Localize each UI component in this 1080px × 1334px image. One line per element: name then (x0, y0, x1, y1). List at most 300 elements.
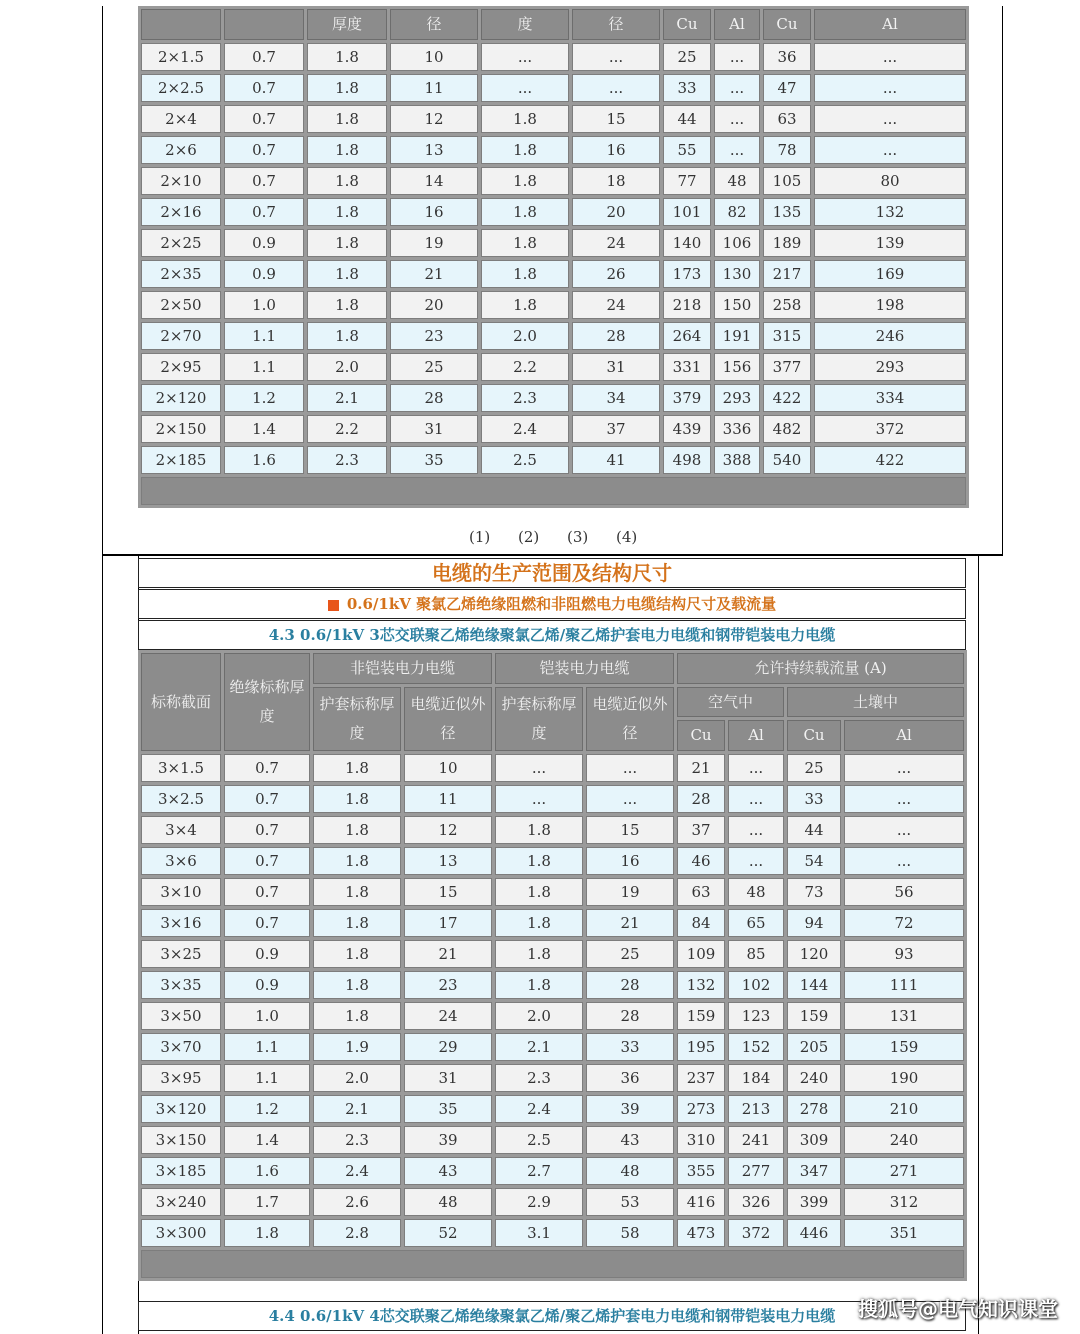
table-row (141, 909, 964, 937)
table-cell: 54 (787, 847, 841, 875)
table-cell: 131 (844, 1002, 964, 1030)
table-cell: 2×50 (141, 291, 221, 319)
table-cell: 28 (572, 322, 660, 350)
table-cell: 1.8 (481, 105, 569, 133)
table-cell: 25 (390, 353, 478, 381)
table-cell: 20 (572, 198, 660, 226)
table-cell: 1.8 (313, 878, 401, 906)
top-table-sheet (138, 6, 966, 508)
table-cell: 35 (404, 1095, 492, 1123)
section-title-box (138, 558, 966, 588)
table-cell: 3×50 (141, 1002, 221, 1030)
table-cell: 25 (586, 940, 674, 968)
table-cell: 35 (390, 446, 478, 474)
table-cell: 102 (728, 971, 784, 999)
table-cell: ... (481, 43, 569, 71)
table-cell: 33 (663, 74, 711, 102)
table-cell: ... (586, 785, 674, 813)
table-cell: 1.8 (495, 909, 583, 937)
table-cell: 195 (677, 1033, 725, 1061)
table-cell: 473 (677, 1219, 725, 1247)
table-cell: 1.8 (307, 74, 387, 102)
table-cell: 2×95 (141, 353, 221, 381)
table-cell: 56 (844, 878, 964, 906)
table-cell: 16 (390, 198, 478, 226)
table-cell: 1.2 (224, 1095, 310, 1123)
table-cell: ... (844, 785, 964, 813)
table-cell: 2.4 (481, 415, 569, 443)
table-cell: 1.8 (495, 847, 583, 875)
table-row (141, 1064, 964, 1092)
table-cell: 159 (787, 1002, 841, 1030)
section-title: 电缆的生产范围及结构尺寸 (432, 561, 672, 585)
table-cell: 58 (586, 1219, 674, 1247)
table-cell: 422 (814, 446, 966, 474)
table-cell: 2×70 (141, 322, 221, 350)
table-cell: 16 (572, 136, 660, 164)
table-cell: 315 (763, 322, 811, 350)
table-cell: 0.7 (224, 167, 304, 195)
table-cell: 271 (844, 1157, 964, 1185)
table-cell: 2×120 (141, 384, 221, 412)
table-cell: 312 (844, 1188, 964, 1216)
table-cell: 21 (677, 754, 725, 782)
table-row (141, 384, 966, 412)
table-cell: 2.0 (307, 353, 387, 381)
table-row (141, 1033, 964, 1061)
header-cu-soil: Cu (787, 720, 841, 751)
table-cell: 48 (586, 1157, 674, 1185)
table-cell: 1.8 (307, 167, 387, 195)
table-cell: 1.8 (307, 105, 387, 133)
table-cell: 26 (572, 260, 660, 288)
table-cell: 2.0 (481, 322, 569, 350)
table-cell: ... (714, 105, 760, 133)
table-cell: 152 (728, 1033, 784, 1061)
header-insulation: 绝缘标称厚度 (224, 653, 310, 751)
table-cell: 53 (586, 1188, 674, 1216)
orange-square-icon (328, 600, 339, 611)
table-cell: ... (714, 43, 760, 71)
table-cell: 20 (390, 291, 478, 319)
table-cell: 1.0 (224, 1002, 310, 1030)
table-row (141, 754, 964, 782)
table-cell: 1.8 (307, 198, 387, 226)
table-cell: 1.8 (495, 816, 583, 844)
header-armored: 铠装电力电缆 (495, 653, 674, 684)
table-cell: 24 (572, 229, 660, 257)
table-cell: 190 (844, 1064, 964, 1092)
table-cell: 3×4 (141, 816, 221, 844)
table-cell: 21 (586, 909, 674, 937)
table-cell: 326 (728, 1188, 784, 1216)
table-cell: 52 (404, 1219, 492, 1247)
table-cell: 210 (844, 1095, 964, 1123)
table-cell: ... (814, 74, 966, 102)
top-header-row (141, 9, 966, 40)
table-cell: ... (814, 136, 966, 164)
table-cell: 2.6 (313, 1188, 401, 1216)
table-cell: 159 (677, 1002, 725, 1030)
header-ampacity: 允许持续载流量 (A) (677, 653, 964, 684)
table-cell: 372 (728, 1219, 784, 1247)
frame-divider (102, 554, 1003, 556)
table-cell: 0.7 (224, 878, 310, 906)
table-cell: 1.8 (495, 940, 583, 968)
table-cell: 0.9 (224, 260, 304, 288)
table-row (141, 847, 964, 875)
table-cell: 23 (404, 971, 492, 999)
table-cell: 82 (714, 198, 760, 226)
header-cell: 度 (481, 9, 569, 40)
table-cell: 132 (814, 198, 966, 226)
table-cell: 169 (814, 260, 966, 288)
table-cell: 101 (663, 198, 711, 226)
table-cell: 0.9 (224, 940, 310, 968)
table-cell: 3×35 (141, 971, 221, 999)
table-cell: 273 (677, 1095, 725, 1123)
table-cell: 1.6 (224, 446, 304, 474)
table-cell: 498 (663, 446, 711, 474)
table-cell: 246 (814, 322, 966, 350)
table-cell: 331 (663, 353, 711, 381)
table-cell: 0.7 (224, 43, 304, 71)
table-cell: 93 (844, 940, 964, 968)
table-cell: 3×25 (141, 940, 221, 968)
table-cell: 422 (763, 384, 811, 412)
table-cell: 14 (390, 167, 478, 195)
watermark: 搜狐号@电气知识课堂 (858, 1297, 1058, 1321)
table-cell: 13 (390, 136, 478, 164)
table-cell: ... (481, 74, 569, 102)
section-subtitle: 0.6/1kV 聚氯乙烯绝缘阻燃和非阻燃电力电缆结构尺寸及载流量 (346, 595, 777, 613)
table-cell: 1.8 (307, 322, 387, 350)
table-cell: 3×185 (141, 1157, 221, 1185)
header-section: 标称截面 (141, 653, 221, 751)
header-al-soil: Al (844, 720, 964, 751)
table-cell: 2×10 (141, 167, 221, 195)
table-cell: 237 (677, 1064, 725, 1092)
frame-right-top (1002, 6, 1003, 554)
table-cell: 28 (586, 971, 674, 999)
header-od-unarmored: 电缆近似外径 (404, 687, 492, 751)
table-cell: 33 (586, 1033, 674, 1061)
table-cell: 12 (404, 816, 492, 844)
table-cell: 213 (728, 1095, 784, 1123)
table-cell: 73 (787, 878, 841, 906)
table-cell: 15 (586, 816, 674, 844)
table-cell: 25 (663, 43, 711, 71)
next-table-title-box (138, 1301, 966, 1331)
table-row (141, 260, 966, 288)
table-cell: 241 (728, 1126, 784, 1154)
table-cell: 2×4 (141, 105, 221, 133)
table-cell: 2.0 (313, 1064, 401, 1092)
footnote-1: (1) (469, 528, 491, 546)
table-cell: 439 (663, 415, 711, 443)
table-row (141, 167, 966, 195)
table-cell: 3×6 (141, 847, 221, 875)
table-cell: 258 (763, 291, 811, 319)
table-cell: 36 (586, 1064, 674, 1092)
table-cell: 3×240 (141, 1188, 221, 1216)
table-cell: 1.8 (481, 167, 569, 195)
table-cell: 0.7 (224, 74, 304, 102)
table-cell: 36 (763, 43, 811, 71)
table-cell: 37 (572, 415, 660, 443)
table-cell: 63 (763, 105, 811, 133)
table-cell: 2.2 (481, 353, 569, 381)
table-row (141, 446, 966, 474)
table-cell: 2×25 (141, 229, 221, 257)
table-cell: 218 (663, 291, 711, 319)
table-cell: 39 (404, 1126, 492, 1154)
table-cell: 24 (572, 291, 660, 319)
table-cell: ... (572, 74, 660, 102)
table-row (141, 1126, 964, 1154)
table-cell: 28 (677, 785, 725, 813)
table-cell: 1.1 (224, 322, 304, 350)
table-cell: 1.2 (224, 384, 304, 412)
table-footer-bar (141, 477, 966, 505)
frame-right-bottom (978, 556, 979, 1334)
table-cell: 1.8 (313, 909, 401, 937)
table-cell: 388 (714, 446, 760, 474)
table-cell: 43 (586, 1126, 674, 1154)
table-cell: 44 (787, 816, 841, 844)
table-cell: 84 (677, 909, 725, 937)
table-cell: 0.9 (224, 229, 304, 257)
table-cell: 2.8 (313, 1219, 401, 1247)
table-cell: 63 (677, 878, 725, 906)
table-title: 4.3 0.6/1kV 3芯交联聚乙烯绝缘聚氯乙烯/聚乙烯护套电力电缆和钢带铠装电力电缆 (268, 626, 836, 644)
table-cell: 309 (787, 1126, 841, 1154)
table-row (141, 878, 964, 906)
table-cell: 1.4 (224, 1126, 310, 1154)
table-cell: 334 (814, 384, 966, 412)
table-cell: 12 (390, 105, 478, 133)
table-cell: 135 (763, 198, 811, 226)
table-cell: 2.3 (307, 446, 387, 474)
table-cell: 2.5 (481, 446, 569, 474)
table-cell: 19 (390, 229, 478, 257)
table-cell: ... (814, 105, 966, 133)
table-row (141, 971, 964, 999)
table-row (141, 785, 964, 813)
table-cell: 1.8 (313, 971, 401, 999)
table-cell: 191 (714, 322, 760, 350)
table-row (141, 1002, 964, 1030)
table-row (141, 415, 966, 443)
footer-bar-cell (141, 1250, 964, 1278)
table-cell: 28 (586, 1002, 674, 1030)
header-sheath-unarmored: 护套标称厚度 (313, 687, 401, 751)
table-cell: 43 (404, 1157, 492, 1185)
table-cell: 85 (728, 940, 784, 968)
bottom-cable-table (138, 650, 967, 1281)
table-cell: 1.8 (495, 878, 583, 906)
table-row (141, 229, 966, 257)
table-cell: 10 (404, 754, 492, 782)
table-cell: 205 (787, 1033, 841, 1061)
table-row (141, 1219, 964, 1247)
table-cell: 416 (677, 1188, 725, 1216)
table-cell: 1.8 (313, 816, 401, 844)
bottom-table-sheet (138, 650, 966, 1281)
table-cell: 2.9 (495, 1188, 583, 1216)
table-cell: 1.8 (313, 754, 401, 782)
table-cell: 1.8 (224, 1219, 310, 1247)
table-cell: 11 (404, 785, 492, 813)
table-cell: 0.7 (224, 198, 304, 226)
table-cell: ... (728, 847, 784, 875)
table-cell: 3×10 (141, 878, 221, 906)
table-cell: 156 (714, 353, 760, 381)
header-cu-air: Cu (677, 720, 725, 751)
header-cell: Al (714, 9, 760, 40)
table-cell: 2×185 (141, 446, 221, 474)
table-cell: ... (814, 43, 966, 71)
table-cell: 2.0 (495, 1002, 583, 1030)
table-cell: 1.8 (481, 136, 569, 164)
table-cell: 0.7 (224, 136, 304, 164)
table-cell: 94 (787, 909, 841, 937)
bottom-header-row-1 (141, 653, 964, 684)
table-cell: 111 (844, 971, 964, 999)
table-cell: ... (495, 785, 583, 813)
table-cell: 0.7 (224, 847, 310, 875)
table-cell: 2.1 (313, 1095, 401, 1123)
table-cell: ... (844, 847, 964, 875)
header-in-soil: 土壤中 (787, 687, 964, 718)
header-cell: Cu (663, 9, 711, 40)
table-cell: 1.1 (224, 1064, 310, 1092)
table-cell: 46 (677, 847, 725, 875)
table-cell: 123 (728, 1002, 784, 1030)
table-cell: 1.8 (313, 940, 401, 968)
table-cell: ... (586, 754, 674, 782)
table-cell: 3×16 (141, 909, 221, 937)
table-cell: ... (714, 74, 760, 102)
table-cell: 184 (728, 1064, 784, 1092)
table-cell: 2.3 (495, 1064, 583, 1092)
table-cell: 1.8 (481, 291, 569, 319)
table-cell: 139 (814, 229, 966, 257)
table-cell: 29 (404, 1033, 492, 1061)
table-row (141, 136, 966, 164)
header-cell (141, 9, 221, 40)
table-cell: 23 (390, 322, 478, 350)
table-cell: 2.4 (495, 1095, 583, 1123)
table-cell: 2×1.5 (141, 43, 221, 71)
table-cell: 28 (390, 384, 478, 412)
header-sheath-armored: 护套标称厚度 (495, 687, 583, 751)
table-cell: 41 (572, 446, 660, 474)
table-cell: 3×95 (141, 1064, 221, 1092)
footer-bar-cell (141, 477, 966, 505)
table-row (141, 105, 966, 133)
table-cell: 31 (390, 415, 478, 443)
table-cell: 1.7 (224, 1188, 310, 1216)
table-cell: 48 (714, 167, 760, 195)
table-cell: 0.9 (224, 971, 310, 999)
table-cell: ... (572, 43, 660, 71)
table-cell: 33 (787, 785, 841, 813)
table-cell: 140 (663, 229, 711, 257)
table-cell: 347 (787, 1157, 841, 1185)
section-subtitle-box (138, 589, 966, 619)
table-cell: 482 (763, 415, 811, 443)
table-cell: 3×70 (141, 1033, 221, 1061)
table-cell: 2.5 (495, 1126, 583, 1154)
table-cell: ... (728, 816, 784, 844)
table-cell: 1.1 (224, 1033, 310, 1061)
table-cell: 3×120 (141, 1095, 221, 1123)
table-cell: 173 (663, 260, 711, 288)
footnote-3: (3) (567, 528, 589, 546)
table-cell: 55 (663, 136, 711, 164)
table-cell: 31 (404, 1064, 492, 1092)
table-cell: 217 (763, 260, 811, 288)
table-cell: 150 (714, 291, 760, 319)
table-cell: 13 (404, 847, 492, 875)
footnote-2: (2) (518, 528, 540, 546)
table-cell: 21 (390, 260, 478, 288)
table-cell: 2×35 (141, 260, 221, 288)
header-cell: 径 (390, 9, 478, 40)
next-table-title: 4.4 0.6/1kV 4芯交联聚乙烯绝缘聚氯乙烯/聚乙烯护套电力电缆和钢带铠装电力电缆 (268, 1307, 836, 1325)
table-cell: 2.1 (307, 384, 387, 412)
table-cell: 293 (814, 353, 966, 381)
table-cell: 379 (663, 384, 711, 412)
table-cell: 2.3 (313, 1126, 401, 1154)
table-cell: 1.8 (307, 291, 387, 319)
table-cell: 1.1 (224, 353, 304, 381)
table-row (141, 198, 966, 226)
table-cell: 159 (844, 1033, 964, 1061)
table-cell: ... (714, 136, 760, 164)
table-cell: ... (728, 785, 784, 813)
table-cell: 1.8 (481, 229, 569, 257)
table-cell: 1.9 (313, 1033, 401, 1061)
header-in-air: 空气中 (677, 687, 784, 718)
table-cell: 240 (844, 1126, 964, 1154)
table-cell: 19 (586, 878, 674, 906)
table-cell: 1.0 (224, 291, 304, 319)
table-cell: 15 (404, 878, 492, 906)
table-cell: 293 (714, 384, 760, 412)
table-cell: 25 (787, 754, 841, 782)
table-cell: ... (495, 754, 583, 782)
table-cell: 1.8 (307, 43, 387, 71)
table-cell: 2×2.5 (141, 74, 221, 102)
table-cell: 3×150 (141, 1126, 221, 1154)
table-cell: 1.8 (313, 785, 401, 813)
table-cell: 37 (677, 816, 725, 844)
table-row (141, 1188, 964, 1216)
table-cell: 189 (763, 229, 811, 257)
table-row (141, 74, 966, 102)
table-cell: 1.8 (481, 260, 569, 288)
table-cell: 10 (390, 43, 478, 71)
table-cell: 310 (677, 1126, 725, 1154)
table-cell: 1.8 (495, 971, 583, 999)
table-cell: 16 (586, 847, 674, 875)
table-cell: 3×2.5 (141, 785, 221, 813)
table-cell: 198 (814, 291, 966, 319)
table-cell: 31 (572, 353, 660, 381)
table-cell: 47 (763, 74, 811, 102)
